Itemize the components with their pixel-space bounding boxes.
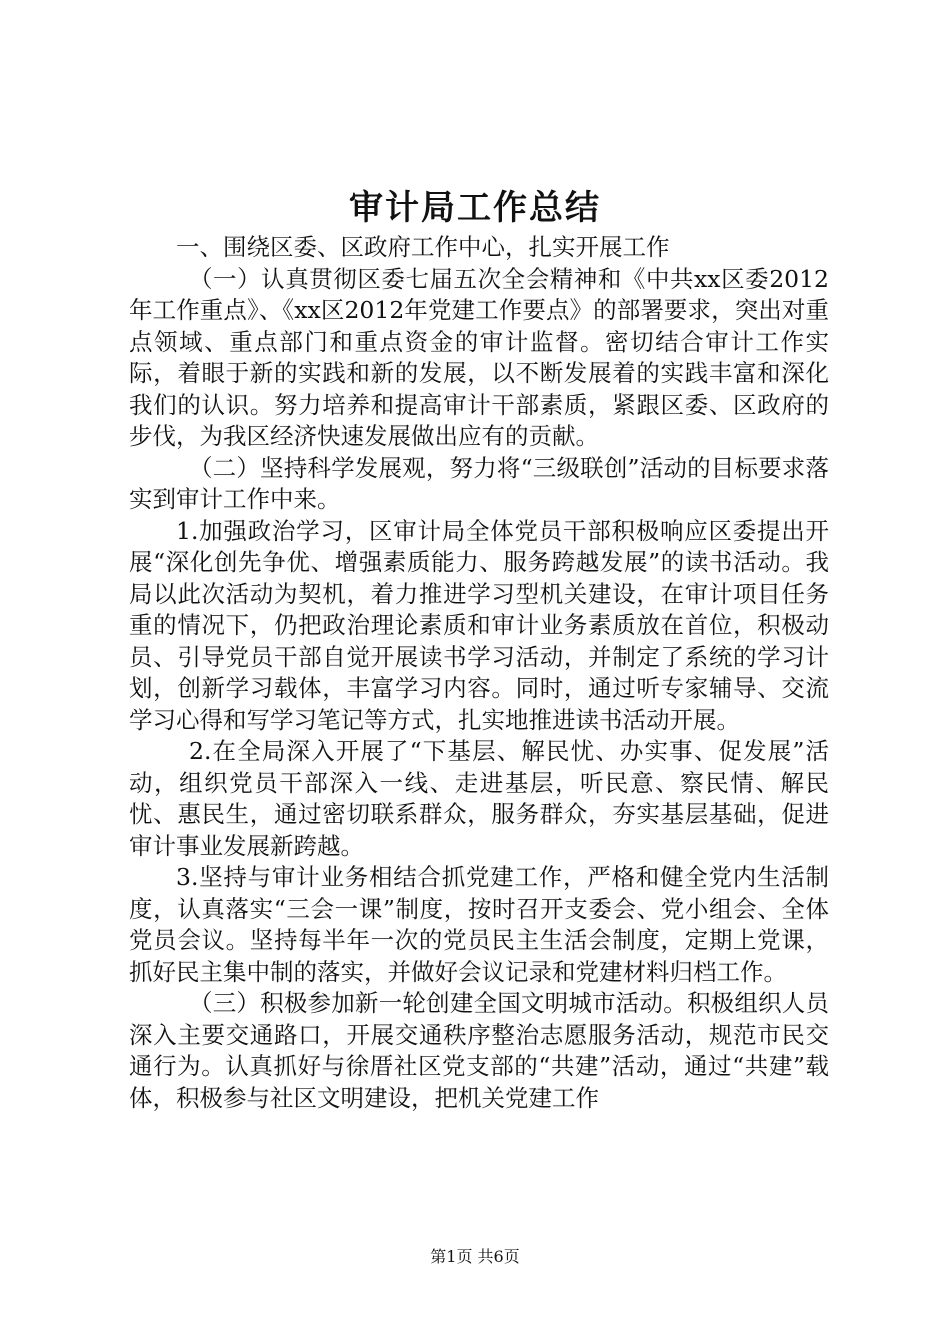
page-footer: 第1页 共6页	[430, 1247, 520, 1266]
document-body	[129, 232, 829, 1114]
section-heading: 一、围绕区委、区政府工作中心，扎实开展工作	[176, 233, 670, 261]
paragraph: （一）认真贯彻区委七届五次全会精神和《中共xx区委2012年工作重点》、《xx区2012年党建工作要点》的部署要求，突出对重点领域、重点部门和重点资金的审计监督。密切结合审计工作实际，着眼于新的实践和新的发展，以不断发展着的实践丰富和深化我们的认识。努力培养和提高审计干部素质，紧跟区委、区政府的步伐，为我区经济快速发展做出应有的贡献。	[129, 264, 829, 450]
paragraph: 1.加强政治学习，区审计局全体党员干部积极响应区委提出开展“深化创先争优、增强素质能力、服务跨越发展”的读书活动。我局以此次活动为契机，着力推进学习型机关建设，在审计项目任务重的情况下，仍把政治理论素质和审计业务素质放在首位，积极动员、引导党员干部自觉开展读书学习活动，并制定了系统的学习计划，创新学习载体，丰富学习内容。同时，通过听专家辅导、交流学习心得和写学习笔记等方式，扎实地推进读书活动开展。	[129, 516, 829, 734]
paragraph: 2.在全局深入开展了“下基层、解民忧、办实事、促发展”活动，组织党员干部深入一线、走进基层，听民意、察民情、解民忧、惠民生，通过密切联系群众，服务群众，夯实基层基础，促进审计事业发展新跨越。	[129, 737, 829, 860]
paragraph: （二）坚持科学发展观，努力将“三级联创”活动的目标要求落实到审计工作中来。	[129, 453, 829, 513]
paragraph: （三）积极参加新一轮创建全国文明城市活动。积极组织人员深入主要交通路口，开展交通秩序整治志愿服务活动，规范市民交通行为。认真抓好与徐厝社区党支部的“共建”活动，通过“共建”载体，积极参与社区文明建设，把机关党建工作	[129, 989, 829, 1112]
document-title: 审计局工作总结	[349, 188, 601, 228]
paragraph: 3.坚持与审计业务相结合抓党建工作，严格和健全党内生活制度，认真落实“三会一课”制度，按时召开支委会、党小组会、全体党员会议。坚持每半年一次的党员民主生活会制度，定期上党课，抓好民主集中制的落实，并做好会议记录和党建材料归档工作。	[129, 863, 829, 986]
